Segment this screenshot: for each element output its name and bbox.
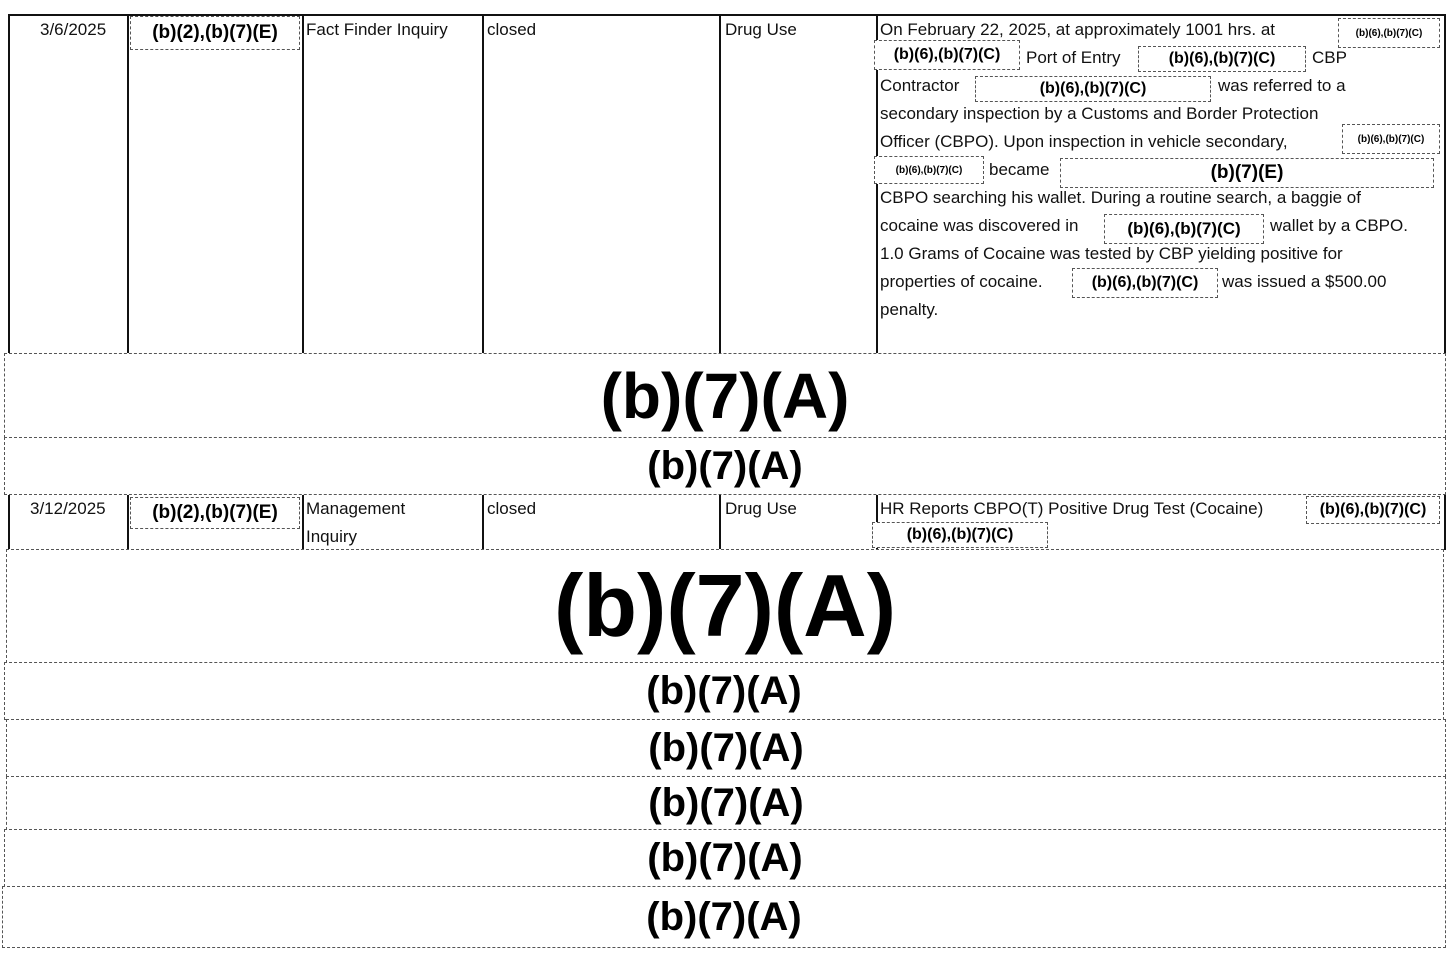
row1-narrative-line4: secondary inspection by a Customs and Border Protection [880, 104, 1319, 123]
row1-narrative-line8b: wallet by a CBPO. [1270, 216, 1408, 235]
row1-narrative-line7: CBPO searching his wallet. During a routine search, a baggie of [880, 188, 1361, 207]
row1-narrative-line10a: properties of cocaine. [880, 272, 1043, 291]
col-border [482, 14, 484, 354]
row1-narrative-line3b: was referred to a [1218, 76, 1346, 95]
row1-case-redaction: (b)(2),(b)(7)(E) [130, 16, 300, 50]
row1-narrative-redaction: (b)(6),(b)(7)(C) [1138, 46, 1306, 72]
col-border [1444, 14, 1446, 354]
row1-narrative-redaction: (b)(6),(b)(7)(C) [1104, 214, 1264, 244]
row1-narrative-line8a: cocaine was discovered in [880, 216, 1079, 235]
row1-category: Drug Use [725, 20, 797, 39]
row1-narrative-line3a: Contractor [880, 76, 960, 95]
row1-type: Fact Finder Inquiry [306, 20, 448, 39]
row2-category: Drug Use [725, 499, 797, 518]
redaction-bar: (b)(7)(A) [4, 829, 1446, 887]
redaction-bar: (b)(7)(A) [4, 662, 1444, 720]
row1-narrative-line5: Officer (CBPO). Upon inspection in vehicle secondary, [880, 132, 1288, 151]
row1-narrative-line1: On February 22, 2025, at approximately 1001 hrs. at [880, 20, 1276, 39]
col-border [719, 14, 721, 354]
row1-narrative-line11: penalty. [880, 300, 939, 319]
row2-status: closed [487, 499, 537, 518]
col-border [482, 495, 484, 550]
col-border [302, 495, 304, 550]
row1-narrative-redaction: (b)(6),(b)(7)(C) [1342, 124, 1440, 154]
row1-narrative-line10b: was issued a $500.00 [1222, 272, 1387, 291]
col-border [719, 495, 721, 550]
row2-narrative-line1: HR Reports CBPO(T) Positive Drug Test (Cocaine) [880, 499, 1264, 518]
row1-narrative-redaction: (b)(6),(b)(7)(C) [1338, 18, 1440, 48]
row1-narrative-line6: became [989, 160, 1050, 179]
row2-type-line1: Management [306, 499, 406, 518]
redaction-bar: (b)(7)(A) [4, 353, 1446, 438]
row1-narrative-redaction: (b)(6),(b)(7)(C) [975, 76, 1211, 102]
row1-narrative-redaction: (b)(7)(E) [1060, 158, 1434, 188]
row1-narrative-redaction: (b)(6),(b)(7)(C) [874, 40, 1020, 70]
row1-narrative-redaction: (b)(6),(b)(7)(C) [874, 156, 984, 184]
redaction-bar: (b)(7)(A) [2, 886, 1446, 948]
row2-narrative-redaction: (b)(6),(b)(7)(C) [872, 522, 1048, 548]
col-border [8, 14, 10, 354]
row1-narrative-line9: 1.0 Grams of Cocaine was tested by CBP yielding positive for [880, 244, 1343, 263]
row1-narrative-line2a: Port of Entry [1026, 48, 1121, 67]
redaction-bar: (b)(7)(A) [6, 549, 1444, 663]
row2-case-redaction: (b)(2),(b)(7)(E) [130, 497, 300, 529]
row2-narrative-redaction: (b)(6),(b)(7)(C) [1306, 496, 1440, 524]
row2-type-line2: Inquiry [306, 527, 358, 546]
col-border [127, 14, 129, 354]
row2-date: 3/12/2025 [30, 499, 106, 518]
col-border [302, 14, 304, 354]
redaction-bar: (b)(7)(A) [4, 437, 1446, 495]
col-border [1444, 495, 1446, 550]
col-border [127, 495, 129, 550]
row1-status: closed [487, 20, 537, 39]
row1-narrative-line2b: CBP [1312, 48, 1347, 67]
col-border [8, 495, 10, 550]
row1-narrative-redaction: (b)(6),(b)(7)(C) [1072, 268, 1218, 298]
redaction-bar: (b)(7)(A) [6, 719, 1446, 777]
redaction-bar: (b)(7)(A) [6, 776, 1446, 830]
row1-date: 3/6/2025 [40, 20, 107, 39]
